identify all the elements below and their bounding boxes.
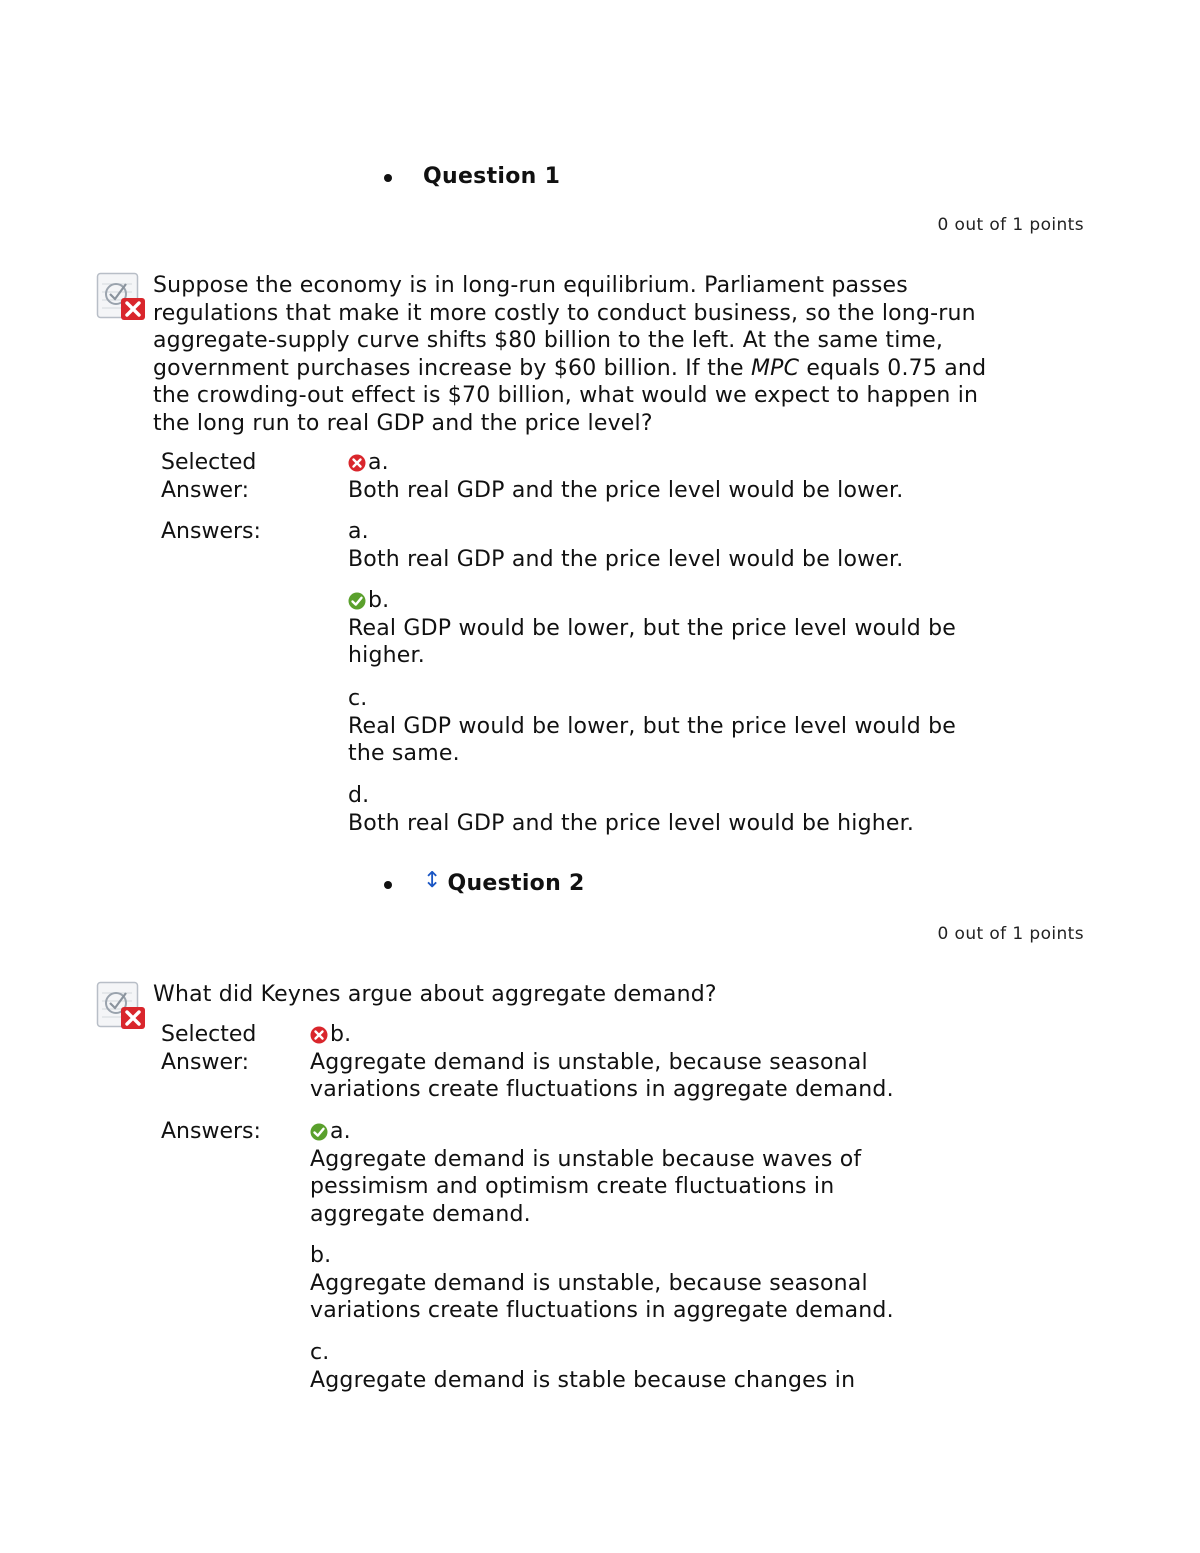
x-circle-icon xyxy=(310,1026,328,1044)
question-1-points: 0 out of 1 points xyxy=(937,215,1084,235)
incorrect-status-icon xyxy=(96,272,148,322)
bullet-icon xyxy=(384,174,392,182)
question-1-answer-a: a. Both real GDP and the price level would be lower. xyxy=(348,519,904,572)
question-2-header xyxy=(384,868,585,896)
bullet-icon xyxy=(384,881,392,889)
question-1-text: Suppose the economy is in long-run equilibrium. Parliament passes regulations that make it more costly to conduct business, so the long-run aggregate-supply curve shifts $80 billion to the left. At the same time, government purchases increase by $60 billion. If the MPC equals 0.75 and the crowding-out effect is $70 billion, what would we expect to happen in the long run to real GDP and the price level? xyxy=(153,273,987,436)
question-2-title: Question 2 xyxy=(447,871,585,896)
question-1-answer-c: c. Real GDP would be lower, but the price level would be the same. xyxy=(348,686,957,766)
answers-label: Answers: xyxy=(161,1119,261,1144)
x-circle-icon xyxy=(348,454,366,472)
question-1-title: Question 1 xyxy=(423,164,561,189)
check-circle-icon xyxy=(348,592,366,610)
question-2-selected-answer: b. Aggregate demand is unstable, because seasonal variations create fluctuations in aggregate demand. xyxy=(310,1022,894,1102)
question-2-points: 0 out of 1 points xyxy=(937,924,1084,944)
question-1-answer-b: b. Real GDP would be lower, but the price level would be higher. xyxy=(348,588,957,668)
question-2-text: What did Keynes argue about aggregate demand? xyxy=(153,982,717,1007)
selected-answer-label: Selected Answer: xyxy=(161,1022,257,1075)
incorrect-status-icon xyxy=(96,981,148,1031)
question-1-selected-answer: a. Both real GDP and the price level would be lower. xyxy=(348,450,904,503)
selected-answer-label: Selected Answer: xyxy=(161,450,257,503)
question-2-answer-a: a. Aggregate demand is unstable because waves of pessimism and optimism create fluctuations in aggregate demand. xyxy=(310,1119,862,1227)
question-1-answer-d: d. Both real GDP and the price level would be higher. xyxy=(348,783,915,836)
question-2-answer-c: c. Aggregate demand is stable because changes in xyxy=(310,1340,856,1393)
question-2-answer-b: b. Aggregate demand is unstable, because seasonal variations create fluctuations in aggregate demand. xyxy=(310,1243,894,1323)
answers-label: Answers: xyxy=(161,519,261,544)
question-1-header xyxy=(384,164,560,189)
move-vertical-icon[interactable]: ↕ xyxy=(423,868,442,893)
check-circle-icon xyxy=(310,1123,328,1141)
